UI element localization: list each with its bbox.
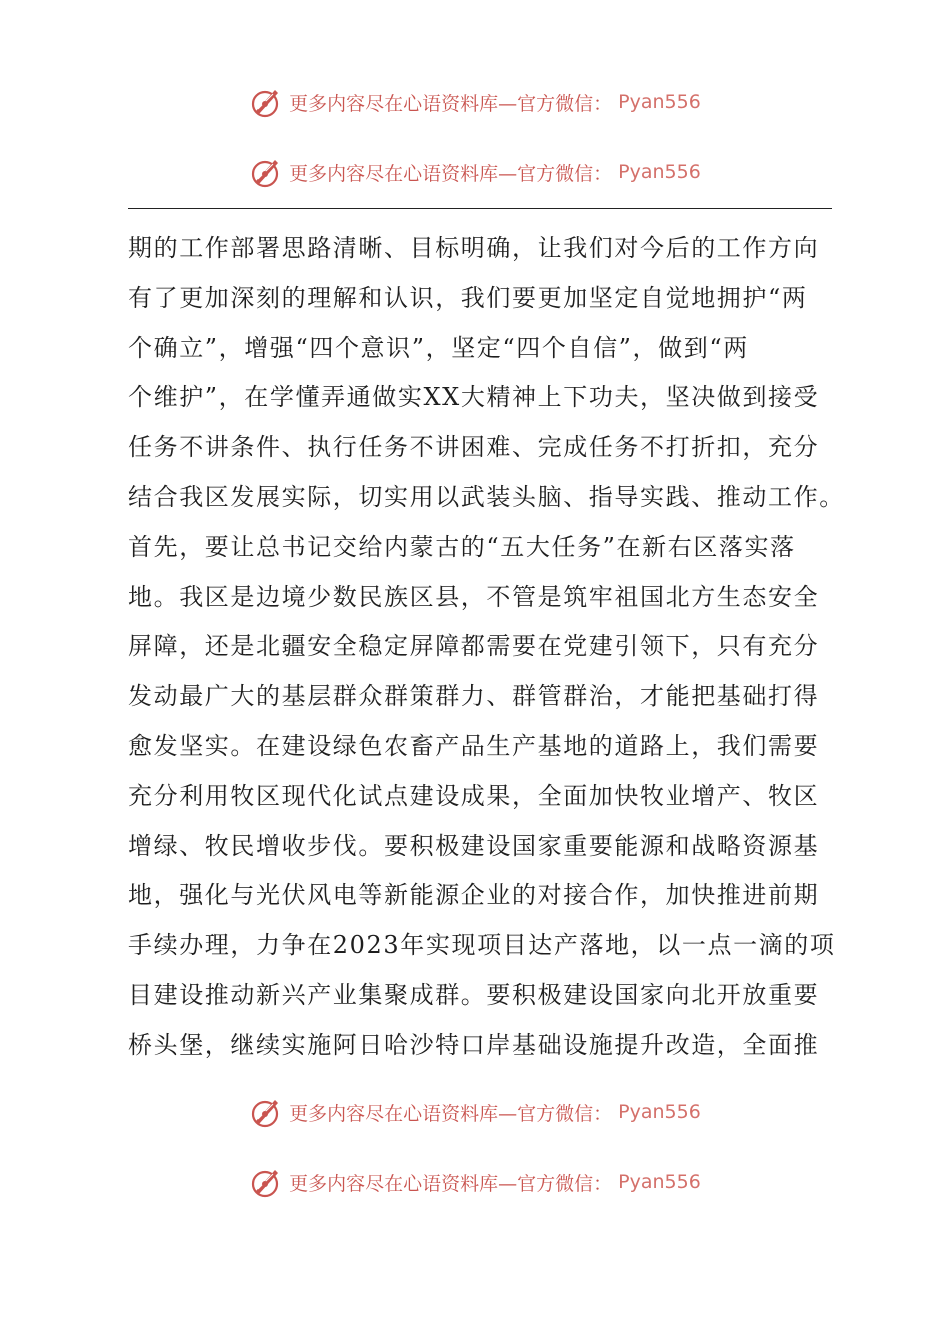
quill-pen-logo-icon <box>249 1095 283 1129</box>
watermark-banner-bottom-1 <box>0 1092 950 1132</box>
watermark-banner-top-1 <box>0 82 950 122</box>
body-line: 任务不讲条件、执行任务不讲困难、完成任务不打折扣，充分 <box>128 433 820 462</box>
body-line: 期的工作部署思路清晰、目标明确，让我们对今后的工作方向 <box>128 234 820 262</box>
body-line: 个确立”，增强“四个意识”，坚定“四个自信”，做到“两 <box>128 333 749 362</box>
body-line: 有了更加深刻的理解和认识，我们要更加坚定自觉地拥护“两 <box>128 283 808 312</box>
body-line: 增绿、牧民增收步伐。要积极建设国家重要能源和战略资源基 <box>128 831 820 860</box>
body-line: 结合我区发展实际，切实用以武装头脑、指导实践、推动工作。 <box>128 482 845 511</box>
watermark-text: 更多内容尽在心语资料库—官方微信： <box>289 1172 613 1195</box>
quill-pen-logo-icon <box>249 85 283 119</box>
watermark-banner-bottom-2 <box>0 1162 950 1202</box>
watermark-text: 更多内容尽在心语资料库—官方微信： <box>289 162 613 185</box>
body-line: 地。我区是边境少数民族区县，不管是筑牢祖国北方生态安全 <box>128 582 820 611</box>
watermark-text: 更多内容尽在心语资料库—官方微信： <box>289 92 613 115</box>
watermark-banner-top-2 <box>0 152 950 192</box>
watermark-wechat-id: Pyan556 <box>618 161 701 183</box>
body-line: 充分利用牧区现代化试点建设成果，全面加快牧业增产、牧区 <box>128 781 820 810</box>
watermark-wechat-id: Pyan556 <box>618 91 701 113</box>
document-body <box>128 224 848 1071</box>
watermark-wechat-id: Pyan556 <box>618 1101 701 1123</box>
body-line: 个维护”，在学懂弄通做实XX大精神上下功夫，坚决做到接受 <box>128 383 820 412</box>
body-line: 发动最广大的基层群众群策群力、群管群治，才能把基础打得 <box>128 682 820 711</box>
body-line: 手续办理，力争在2023年实现项目达产落地，以一点一滴的项 <box>128 931 836 960</box>
header-divider <box>128 208 832 209</box>
watermark-wechat-id: Pyan556 <box>618 1171 701 1193</box>
quill-pen-logo-icon <box>249 1165 283 1199</box>
body-line: 目建设推动新兴产业集聚成群。要积极建设国家向北开放重要 <box>128 980 820 1009</box>
body-line: 首先，要让总书记交给内蒙古的“五大任务”在新右区落实落 <box>128 532 796 561</box>
body-line: 地，强化与光伏风电等新能源企业的对接合作，加快推进前期 <box>128 881 820 910</box>
body-line: 愈发坚实。在建设绿色农畜产品生产基地的道路上，我们需要 <box>128 731 820 760</box>
body-line: 屏障，还是北疆安全稳定屏障都需要在党建引领下，只有充分 <box>128 632 820 661</box>
watermark-text: 更多内容尽在心语资料库—官方微信： <box>289 1102 613 1125</box>
quill-pen-logo-icon <box>249 155 283 189</box>
body-line: 桥头堡，继续实施阿日哈沙特口岸基础设施提升改造，全面推 <box>128 1030 820 1059</box>
